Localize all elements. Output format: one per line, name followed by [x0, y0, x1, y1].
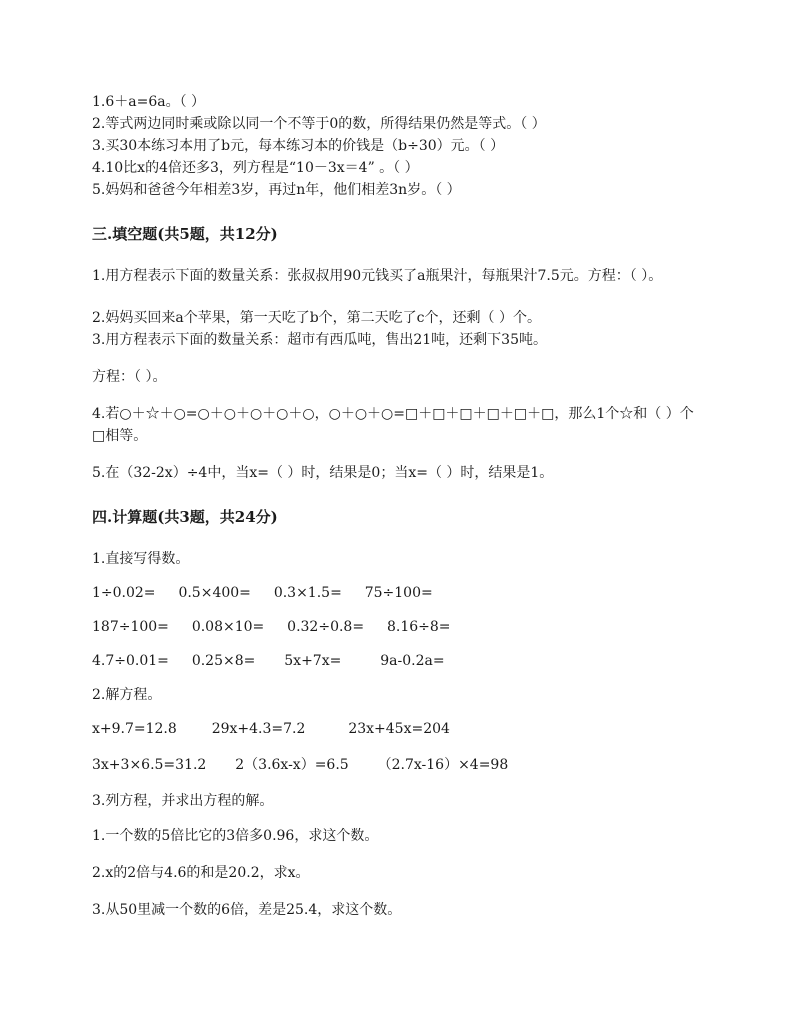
section-four-heading: 四.计算题(共3题，共24分)	[92, 508, 278, 526]
tf-item-3: 3.买30本练习本用了b元，每本练习本的价钱是（b÷30）元。（ ）	[92, 138, 505, 154]
calc-q2-title: 2.解方程。	[92, 687, 162, 703]
fill-q3: 3.用方程表示下面的数量关系：超市有西瓜吨，售出21吨，还剩下35吨。	[92, 332, 547, 348]
mental-item: 9a-0.2a=	[380, 653, 445, 669]
fill-q4: 4.若○＋☆＋○=○＋○＋○＋○＋○，○＋○＋○=□＋□＋□＋□＋□＋□，那么1个☆和（ ）个□相等。	[92, 406, 694, 444]
section-three-heading: 三.填空题(共5题，共12分)	[92, 225, 278, 243]
mental-row-1	[92, 583, 433, 603]
equation-item: （2.7x-16）×4=98	[377, 757, 509, 773]
fill-q3-answer: 方程：（ ）。	[92, 369, 167, 385]
mental-item: 187÷100=	[92, 619, 169, 635]
tf-item-4: 4.10比x的4倍还多3，列方程是“10－3x＝4” 。（ ）	[92, 160, 419, 176]
tf-item-1: 1.6＋a=6a。（ ）	[92, 94, 206, 110]
mental-item: 0.08×10=	[191, 619, 265, 635]
word-problem-1: 1.一个数的5倍比它的3倍多0.96，求这个数。	[92, 828, 379, 844]
mental-item: 75÷100=	[364, 585, 433, 601]
calc-q1-title: 1.直接写得数。	[92, 551, 190, 567]
fill-q5: 5.在（32-2x）÷4中，当x=（ ）时，结果是0；当x=（ ）时，结果是1。	[92, 465, 554, 481]
calc-q3-title: 3.列方程，并求出方程的解。	[92, 793, 274, 809]
mental-item: 4.7÷0.01=	[92, 653, 169, 669]
mental-item: 1÷0.02=	[92, 585, 156, 601]
mental-item: 5x+7x=	[284, 653, 342, 669]
mental-item: 0.25×8=	[191, 653, 256, 669]
mental-item: 0.32÷0.8=	[287, 619, 365, 635]
equation-row-1	[92, 719, 450, 739]
mental-row-2	[92, 617, 451, 637]
word-problem-3: 3.从50里减一个数的6倍，差是25.4，求这个数。	[92, 902, 402, 918]
tf-item-5: 5.妈妈和爸爸今年相差3岁，再过n年，他们相差3n岁。（ ）	[92, 182, 461, 198]
fill-q2: 2.妈妈买回来a个苹果，第一天吃了b个，第二天吃了c个，还剩（ ）个。	[92, 310, 541, 326]
fill-q1: 1.用方程表示下面的数量关系：张叔叔用90元钱买了a瓶果汁，每瓶果汁7.5元。方程：（ ）。	[92, 268, 663, 284]
tf-item-2: 2.等式两边同时乘或除以同一个不等于0的数，所得结果仍然是等式。（ ）	[92, 116, 546, 132]
mental-item: 0.3×1.5=	[273, 585, 342, 601]
mental-row-3	[92, 651, 445, 671]
mental-item: 8.16÷8=	[386, 619, 451, 635]
equation-item: 23x+45x=204	[348, 721, 450, 737]
equation-item: 29x+4.3=7.2	[211, 721, 306, 737]
equation-item: 2（3.6x-x）=6.5	[235, 757, 349, 773]
equation-item: x+9.7=12.8	[92, 721, 177, 737]
word-problem-2: 2.x的2倍与4.6的和是20.2，求x。	[92, 865, 310, 881]
equation-row-2	[92, 755, 508, 775]
equation-item: 3x+3×6.5=31.2	[92, 757, 207, 773]
mental-item: 0.5×400=	[178, 585, 251, 601]
